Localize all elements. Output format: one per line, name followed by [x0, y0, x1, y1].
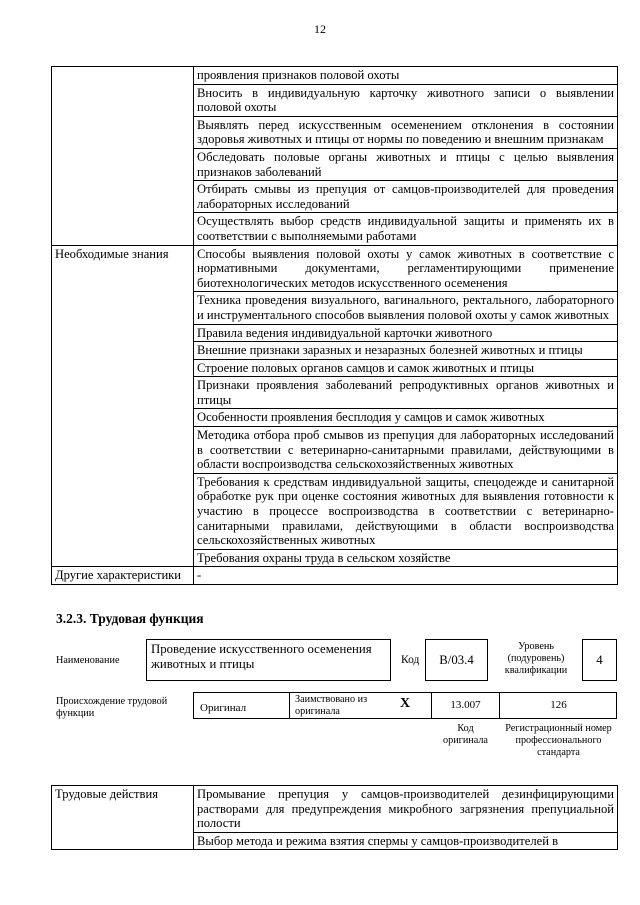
table-row — [52, 786, 618, 833]
reg-number-caption: Регистрационный номер профессионального стандарта — [505, 723, 612, 758]
code-label: Код — [401, 654, 420, 666]
row-text: Особенности проявления бесплодия у самцов и самок животных — [194, 409, 618, 427]
row-text: Признаки проявления заболеваний репродуктивных органов животных и птицы — [194, 377, 618, 409]
row-label: Необходимые знания — [52, 245, 194, 567]
borrowed-label: Заимствовано из оригинала — [295, 694, 368, 717]
row-text: Внешние признаки заразных и незаразных болезней животных и птицы — [194, 342, 618, 360]
code-value: B/03.4 — [425, 639, 488, 681]
borrowed-mark: X — [400, 696, 411, 711]
row-label — [52, 67, 194, 246]
row-text: Выбор метода и режима взятия спермы у самцов-производителей в — [194, 832, 618, 850]
name-label: Наименование — [56, 655, 120, 666]
orig-code-caption: Код оригинала — [443, 723, 488, 746]
row-text: - — [194, 567, 618, 585]
reg-number-value: 126 — [550, 699, 567, 711]
row-text: Правила ведения индивидуальной карточки животного — [194, 324, 618, 342]
row-text: Методика отбора проб смывов из препуция для лабораторных исследований в соответствии с ветеринарно-санитарными правилами, действующими в области воспроизводства сельскохозяйственных животных — [194, 427, 618, 474]
row-text: Обследовать половые органы животных и птицы с целью выявления признаков заболеваний — [194, 148, 618, 180]
row-text: Осуществлять выбор средств индивидуальной защиты и применять их в соответствии с выполняемыми работами — [194, 213, 618, 245]
row-text: Строение половых органов самцов и самок животных и птицы — [194, 359, 618, 377]
row-text: проявления признаков половой охоты — [194, 67, 618, 85]
table-row — [52, 245, 618, 292]
table-row — [52, 67, 618, 85]
row-text: Требования к средствам индивидуальной защиты, спецодежде и санитарной обработке рук при оценке состояния животных для выявления готовности к участию в процессе воспроизводства в соответствии с ветеринарно-санитарными правилами, действующими в области воспроизводства сельскохозяйственных животных — [194, 473, 618, 549]
row-text: Техника проведения визуального, вагинального, ректального, лабораторного и инструментального способов выявления половой охоты у самок животных — [194, 292, 618, 324]
origin-label: Происхождение трудовой функции — [56, 696, 168, 719]
row-text: Выявлять перед искусственным осеменением отклонения в состоянии здоровья животных и птицы от нормы по поведению и внешним признакам — [194, 116, 618, 148]
level-label: Уровень (подуровень) квалификации — [504, 641, 568, 676]
row-text: Вносить в индивидуальную карточку животного записи о выявлении половой охоты — [194, 84, 618, 116]
row-text: Промывание препуция у самцов-производителей дезинфицирующими растворами для предупреждения микробного загрязнения препуциальной полости — [194, 786, 618, 833]
name-value: Проведение искусственного осеменения животных и птицы — [151, 642, 372, 671]
level-value: 4 — [582, 639, 617, 681]
row-text: Способы выявления половой охоты у самок животных в соответствие с нормативными документами, регламентирующими применение биотехнологических методов искусственного осеменения — [194, 245, 618, 292]
original-label: Оригинал — [200, 702, 247, 714]
page-number: 12 — [314, 22, 326, 36]
work-actions-table — [51, 785, 618, 850]
name-value-box — [146, 639, 391, 681]
row-label: Другие характеристики — [52, 567, 194, 585]
section-heading: 3.2.3. Трудовая функция — [56, 611, 204, 626]
row-label: Трудовые действия — [52, 786, 194, 850]
orig-code-value: 13.007 — [450, 699, 481, 711]
row-text: Требования охраны труда в сельском хозяйстве — [194, 549, 618, 567]
table-row — [52, 567, 618, 585]
skills-knowledge-table — [51, 66, 618, 585]
row-text: Отбирать смывы из препуция от самцов-производителей для проведения лабораторных исследований — [194, 181, 618, 213]
